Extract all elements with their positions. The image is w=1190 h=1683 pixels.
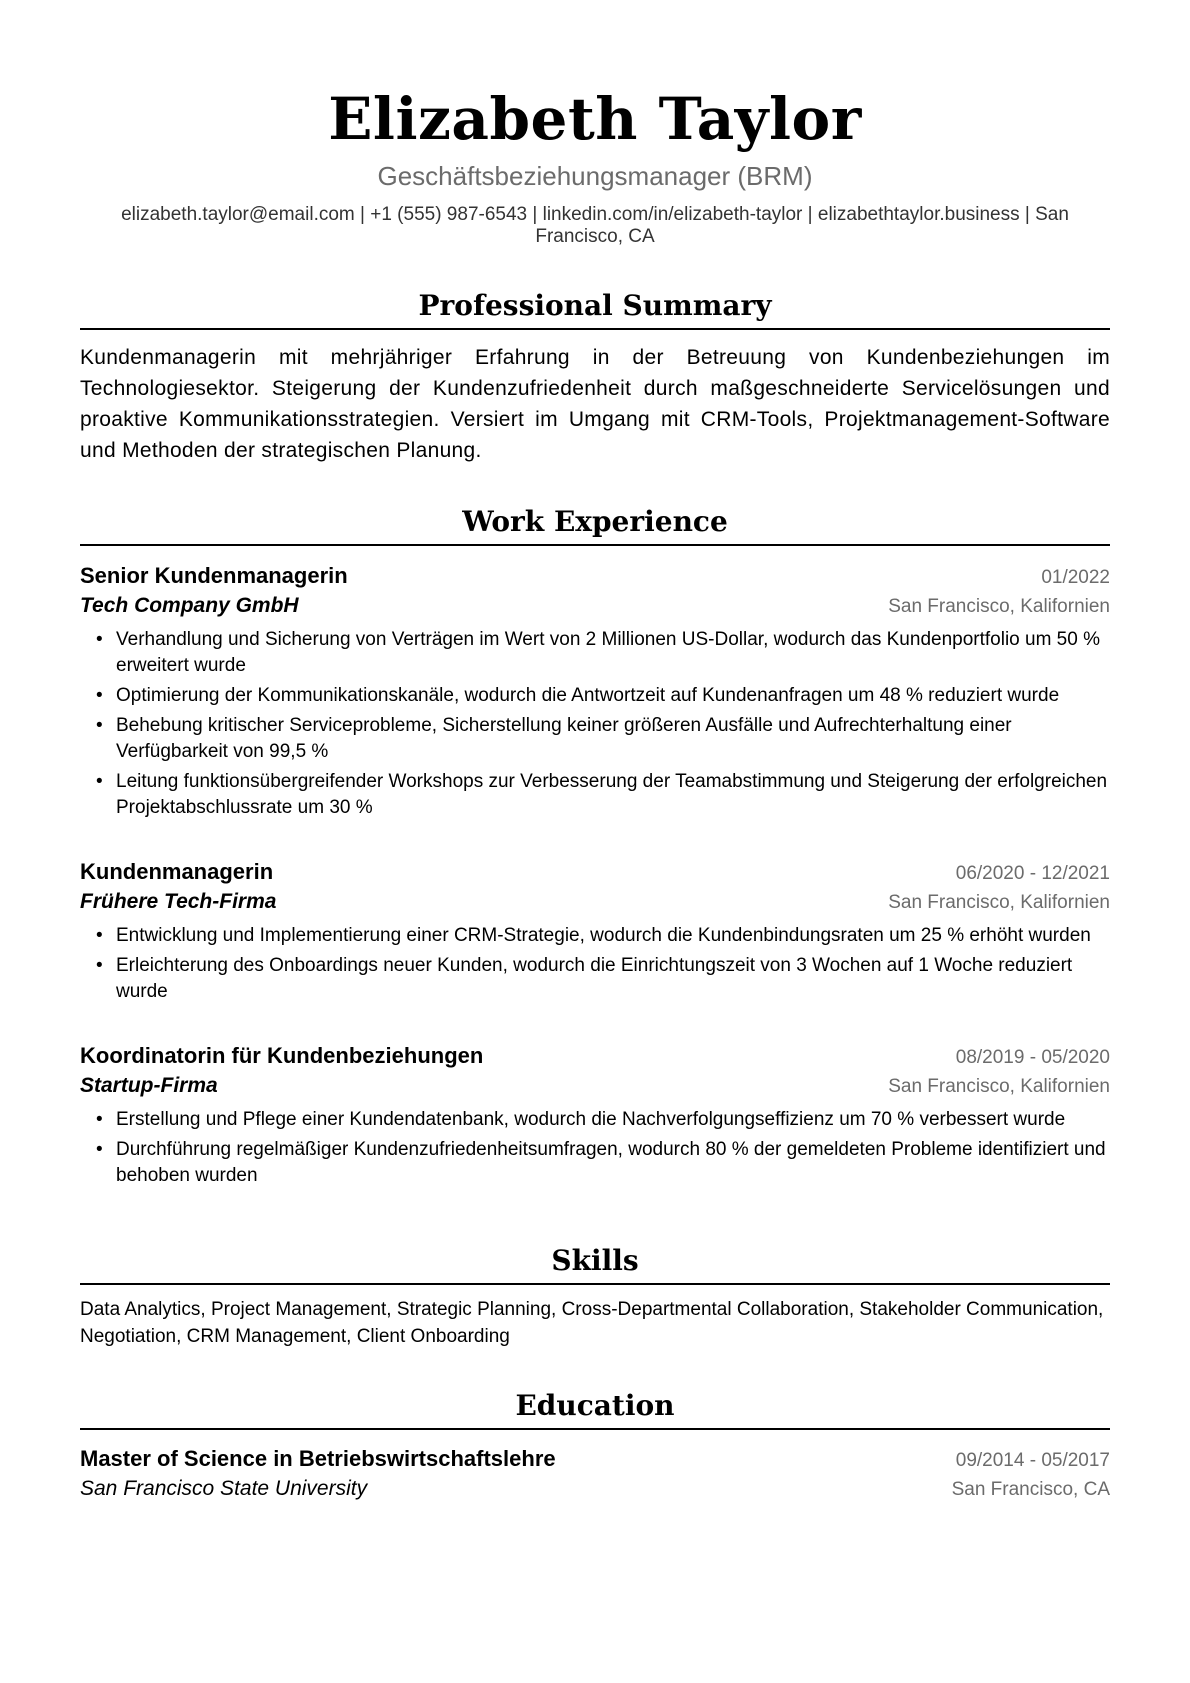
- job-entry: [80, 857, 1110, 1005]
- job-title: Kundenmanagerin: [80, 859, 274, 884]
- job-entry: [80, 561, 1110, 821]
- education-entry: [80, 1444, 1110, 1504]
- work-heading: Work Experience: [80, 504, 1110, 546]
- job-location: San Francisco, Kalifornien: [888, 1076, 1110, 1097]
- summary-section: [80, 288, 1110, 466]
- company-name: Frühere Tech-Firma: [80, 890, 277, 913]
- bullet-item: • Entwicklung und Implementierung einer CRM-Strategie, wodurch die Kundenbindungsraten um 25 % erhöht wurden: [116, 923, 1110, 949]
- skills-heading: Skills: [80, 1243, 1110, 1285]
- job-title: Koordinatorin für Kundenbeziehungen: [80, 1043, 484, 1068]
- job-location: San Francisco, Kalifornien: [888, 892, 1110, 913]
- education-date: 09/2014 - 05/2017: [955, 1450, 1110, 1471]
- job-title: Senior Kundenmanagerin: [80, 563, 348, 588]
- company-name: Startup-Firma: [80, 1074, 218, 1097]
- job-date: 01/2022: [1041, 567, 1110, 588]
- bullet-item: • Behebung kritischer Serviceprobleme, Sicherstellung keiner größeren Ausfälle und Aufrechterhaltung einer Verfügbarkeit von 99,5 %: [116, 713, 1110, 765]
- skills-section: [80, 1243, 1110, 1350]
- work-section: [80, 504, 1110, 1189]
- job-bullets: [80, 923, 1110, 1005]
- job-date: 08/2019 - 05/2020: [955, 1047, 1110, 1068]
- bullet-item: • Optimierung der Kommunikationskanäle, wodurch die Antwortzeit auf Kundenanfragen um 48 % reduziert wurde: [116, 683, 1110, 709]
- job-bullets: [80, 627, 1110, 821]
- education-section: [80, 1388, 1110, 1504]
- school-name: San Francisco State University: [80, 1477, 368, 1500]
- bullet-item: • Erleichterung des Onboardings neuer Kunden, wodurch die Einrichtungszeit von 3 Wochen auf 1 Woche reduziert wurde: [116, 953, 1110, 1005]
- skills-list: Data Analytics, Project Management, Strategic Planning, Cross-Departmental Collaboration, Stakeholder Communication, Negotiation, CRM Management, Client Onboarding: [80, 1299, 1104, 1347]
- resume-header: [80, 0, 1110, 248]
- job-date: 06/2020 - 12/2021: [955, 863, 1110, 884]
- degree-title: Master of Science in Betriebswirtschaftslehre: [80, 1446, 556, 1471]
- job-entry: [80, 1041, 1110, 1189]
- bullet-item: • Erstellung und Pflege einer Kundendatenbank, wodurch die Nachverfolgungseffizienz um 70 % verbessert wurde: [116, 1107, 1110, 1133]
- candidate-title: Geschäftsbeziehungsmanager (BRM): [377, 161, 813, 191]
- education-heading: Education: [80, 1388, 1110, 1430]
- bullet-item: • Verhandlung und Sicherung von Verträgen im Wert von 2 Millionen US-Dollar, wodurch das Kundenportfolio um 50 % erweitert wurde: [116, 627, 1110, 679]
- candidate-name: Elizabeth Taylor: [328, 85, 862, 153]
- job-bullets: [80, 1107, 1110, 1189]
- summary-heading: Professional Summary: [80, 288, 1110, 330]
- job-location: San Francisco, Kalifornien: [888, 596, 1110, 617]
- summary-text: Kundenmanagerin mit mehrjähriger Erfahrung in der Betreuung von Kundenbeziehungen im Technologiesektor. Steigerung der Kundenzufriedenheit durch maßgeschneiderte Servicelösungen und proaktive Kommunikationsstrategien. Versiert im Umgang mit CRM-Tools, Projektmanagement-Software und Methoden der strategischen Planung.: [80, 346, 1110, 462]
- bullet-item: • Durchführung regelmäßiger Kundenzufriedenheitsumfragen, wodurch 80 % der gemeldeten Probleme identifiziert und behoben wurden: [116, 1137, 1110, 1189]
- education-location: San Francisco, CA: [951, 1479, 1110, 1500]
- contact-line: elizabeth.taylor@email.com | +1 (555) 987-6543 | linkedin.com/in/elizabeth-taylor | elizabethtaylor.business | San Francisco, CA: [121, 204, 1069, 247]
- bullet-item: • Leitung funktionsübergreifender Workshops zur Verbesserung der Teamabstimmung und Steigerung der erfolgreichen Projektabschlussrate um 30 %: [116, 769, 1110, 821]
- company-name: Tech Company GmbH: [80, 594, 299, 617]
